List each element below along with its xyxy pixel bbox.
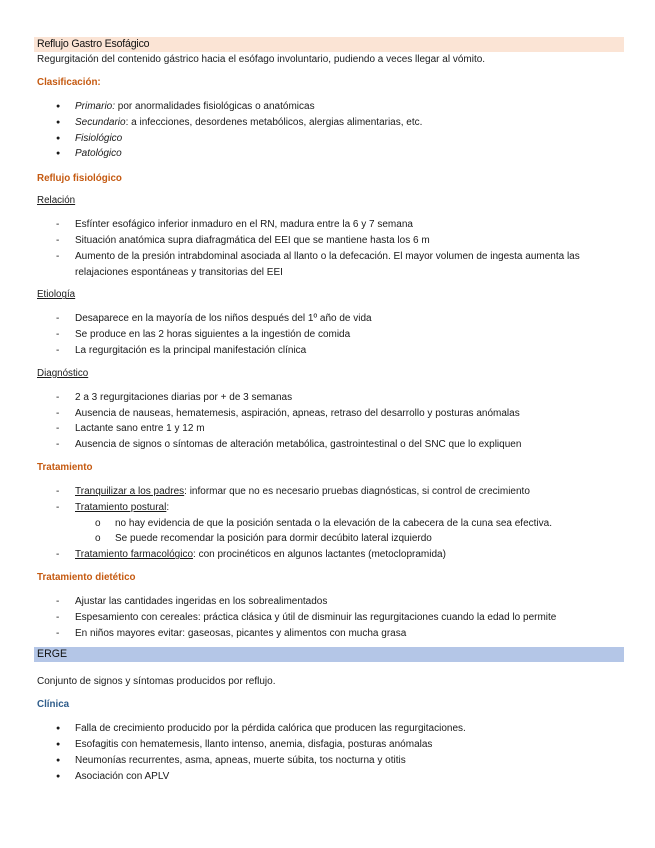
list-item: o no hay evidencia de que la posición sentada o la elevación de la cabecera de la cuna sea efectiva. bbox=[34, 516, 624, 532]
list-item: - Lactante sano entre 1 y 12 m bbox=[34, 421, 624, 437]
list-item: o Se puede recomendar la posición para dormir decúbito lateral izquierdo bbox=[34, 531, 624, 547]
list-item: ● Neumonías recurrentes, asma, apneas, muerte súbita, tos nocturna y otitis bbox=[34, 753, 624, 769]
list-item: ● Asociación con APLV bbox=[34, 769, 624, 785]
heading-diagnostico: Diagnóstico bbox=[37, 367, 89, 379]
list-item: ● Patológico bbox=[34, 146, 624, 162]
list-item: ● Primario: por anormalidades fisiológicas o anatómicas bbox=[34, 99, 624, 115]
list-item: - Ausencia de nauseas, hematemesis, aspiración, apneas, retraso del desarrollo y posturas anómalas bbox=[34, 406, 624, 422]
list-item: - Tratamiento farmacológico: con procinéticos en algunos lactantes (metoclopramida) bbox=[34, 547, 624, 563]
list-item: - 2 a 3 regurgitaciones diarias por + de 3 semanas bbox=[34, 390, 624, 406]
etiologia-list bbox=[34, 311, 624, 358]
clinica-list bbox=[34, 721, 624, 784]
heading-etiologia: Etiología bbox=[37, 289, 76, 301]
heading-clasificacion: Clasificación: bbox=[37, 77, 101, 88]
erge-intro: Conjunto de signos y síntomas producidos por reflujo. bbox=[37, 676, 276, 688]
diagnostico-list bbox=[34, 390, 624, 453]
intro-paragraph: Regurgitación del contenido gástrico hacia el esófago involuntario, pudiendo a veces llegar al vómito. bbox=[37, 54, 486, 65]
heading-tratamiento: Tratamiento bbox=[37, 461, 93, 473]
section-title-rge: Reflujo Gastro Esofágico bbox=[34, 37, 624, 52]
list-item: - Tranquilizar a los padres: informar que no es necesario pruebas diagnósticas, si control de crecimiento bbox=[34, 484, 624, 500]
document-page bbox=[34, 37, 624, 785]
heading-reflujo-fisiologico: Reflujo fisiológico bbox=[37, 173, 122, 185]
clasificacion-list bbox=[34, 99, 624, 162]
list-item: - Se produce en las 2 horas siguientes a la ingestión de comida bbox=[34, 327, 624, 343]
list-item: ● Falla de crecimiento producido por la pérdida calórica que producen las regurgitaciones. bbox=[34, 721, 624, 737]
tratamiento-dietetico-list bbox=[34, 594, 624, 641]
list-item: - Esfínter esofágico inferior inmaduro en el RN, madura entre la 6 y 7 semana bbox=[34, 217, 624, 233]
tratamiento-list-cont bbox=[34, 547, 624, 563]
heading-tratamiento-dietetico: Tratamiento dietético bbox=[37, 571, 136, 583]
relacion-list bbox=[34, 217, 624, 280]
list-item: ● Fisiológico bbox=[34, 131, 624, 147]
list-item: - Espesamiento con cereales: práctica clásica y útil de disminuir las regurgitaciones cuando la edad lo permite bbox=[34, 610, 624, 626]
list-item: - La regurgitación es la principal manifestación clínica bbox=[34, 343, 624, 359]
list-item: - Tratamiento postural: bbox=[34, 500, 624, 516]
list-item: - En niños mayores evitar: gaseosas, picantes y alimentos con mucha grasa bbox=[34, 626, 624, 642]
list-item: - Situación anatómica supra diafragmática del EEI que se mantiene hasta los 6 m bbox=[34, 233, 624, 249]
tratamiento-list bbox=[34, 484, 624, 516]
list-item: - Aumento de la presión intrabdominal asociada al llanto o la defecación. El mayor volumen de ingesta aumenta las relajaciones espontáneas y transitorias del EEI bbox=[34, 249, 624, 281]
tratamiento-postural-sublist bbox=[34, 516, 624, 548]
list-item: ● Esofagitis con hematemesis, llanto intenso, anemia, disfagia, posturas anómalas bbox=[34, 737, 624, 753]
list-item: ● Secundario: a infecciones, desordenes metabólicos, alergias alimentarias, etc. bbox=[34, 115, 624, 131]
heading-relacion: Relación bbox=[37, 195, 76, 207]
list-item: - Desaparece en la mayoría de los niños después del 1º año de vida bbox=[34, 311, 624, 327]
section-title-erge: ERGE bbox=[34, 647, 624, 662]
list-item: - Ausencia de signos o síntomas de alteración metabólica, gastrointestinal o del SNC que lo expliquen bbox=[34, 437, 624, 453]
heading-clinica: Clínica bbox=[37, 699, 70, 711]
list-item: - Ajustar las cantidades ingeridas en los sobrealimentados bbox=[34, 594, 624, 610]
